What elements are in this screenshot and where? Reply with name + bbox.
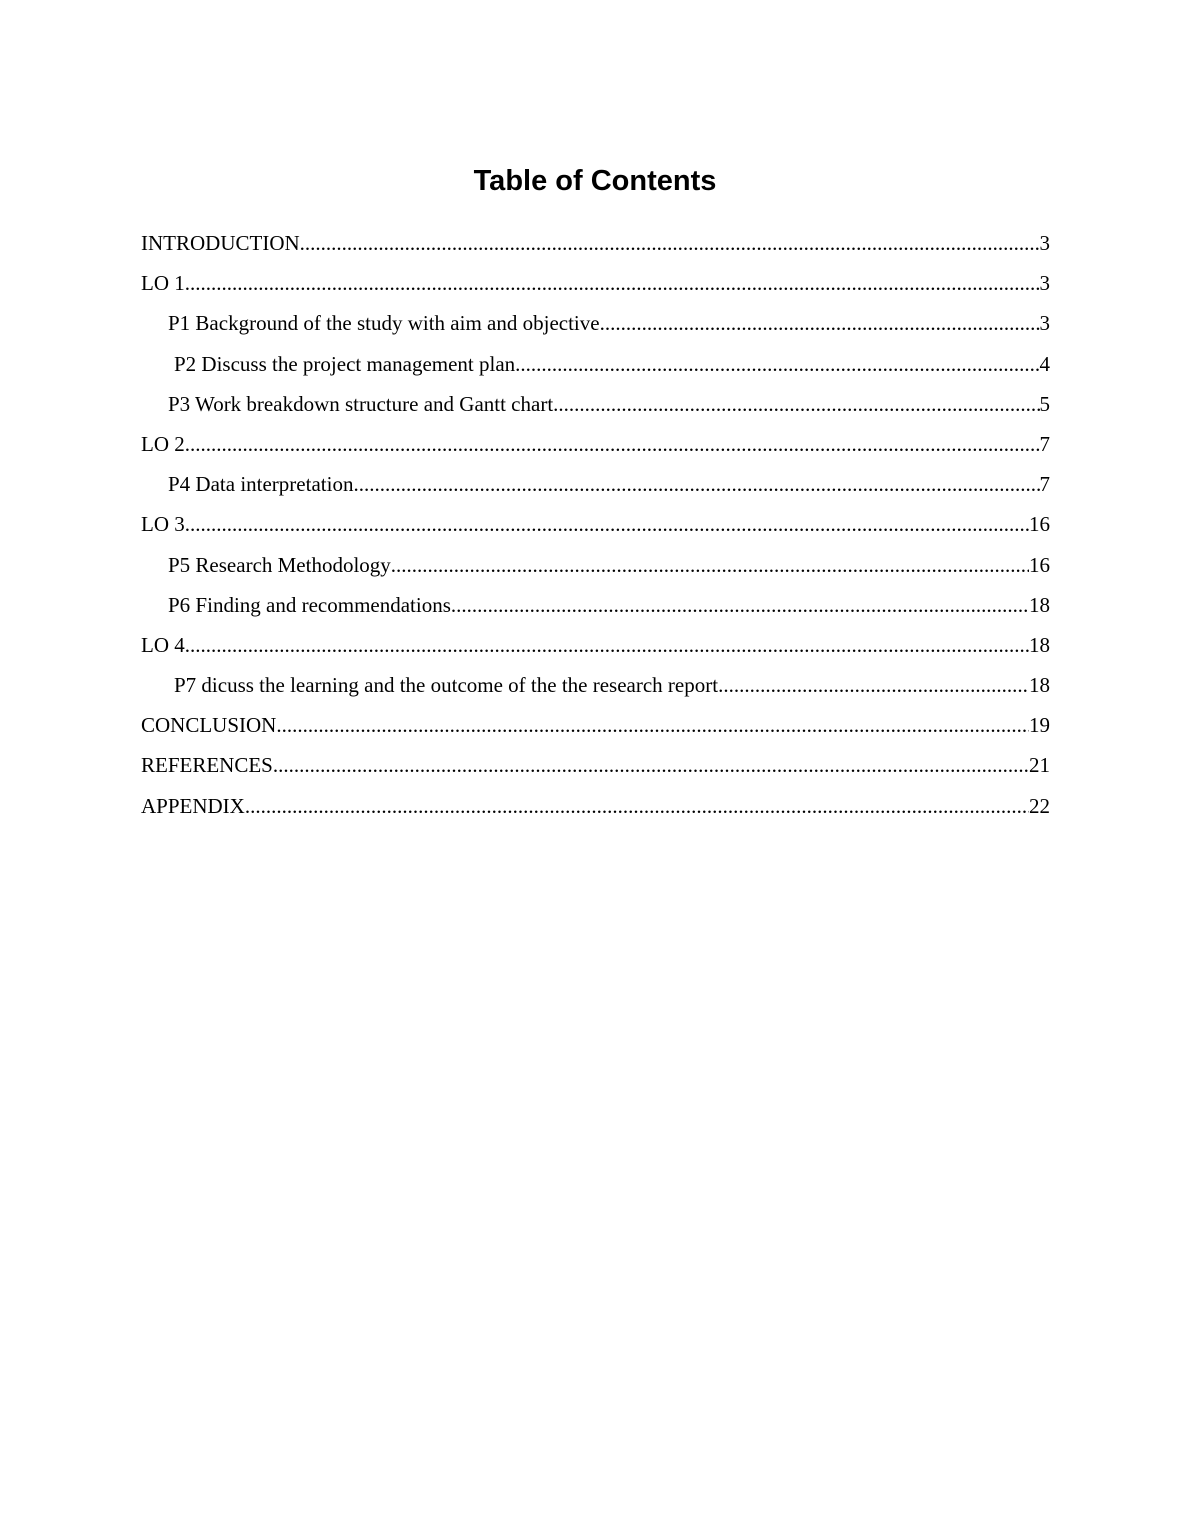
toc-entry-label: INTRODUCTION xyxy=(141,231,300,255)
table-of-contents xyxy=(141,227,1050,830)
toc-entry-page: 7 xyxy=(1039,472,1050,497)
toc-entry-page: 16 xyxy=(1029,512,1050,537)
dot-leader xyxy=(451,589,1029,621)
toc-entry-p1[interactable] xyxy=(141,307,1050,347)
toc-entry-page: 19 xyxy=(1029,713,1050,738)
toc-entry-p3[interactable] xyxy=(141,388,1050,428)
toc-title: Table of Contents xyxy=(473,165,717,197)
dot-leader xyxy=(718,669,1029,701)
toc-entry-label: LO 1 xyxy=(141,271,185,296)
dot-leader xyxy=(300,227,1040,259)
toc-entry-lo4[interactable] xyxy=(141,629,1050,669)
dot-leader xyxy=(353,468,1039,500)
toc-entry-p4[interactable] xyxy=(141,468,1050,508)
toc-entry-page: 16 xyxy=(1029,552,1050,577)
dot-leader xyxy=(185,508,1029,540)
toc-entry-lo2[interactable] xyxy=(141,428,1050,468)
toc-entry-p6[interactable] xyxy=(141,589,1050,629)
toc-entry-label: P1 Background of the study with aim and objective xyxy=(168,311,600,336)
toc-entry-page: 5 xyxy=(1039,391,1050,416)
toc-entry-p7[interactable] xyxy=(141,669,1050,709)
toc-entry-label: REFERENCES xyxy=(141,753,273,778)
dot-leader xyxy=(185,267,1040,299)
toc-entry-page: 3 xyxy=(1039,231,1050,255)
dot-leader xyxy=(185,629,1029,661)
toc-entry-page: 18 xyxy=(1029,673,1050,698)
toc-entry-label: P6 Finding and recommendations xyxy=(168,592,451,617)
dot-leader xyxy=(276,709,1029,741)
toc-entry-p5[interactable] xyxy=(141,549,1050,589)
dot-leader xyxy=(185,428,1040,460)
dot-leader xyxy=(600,307,1040,339)
toc-entry-label: CONCLUSION xyxy=(141,713,277,738)
toc-entry-label: APPENDIX xyxy=(141,793,245,818)
dot-leader xyxy=(273,749,1029,781)
toc-entry-introduction[interactable] xyxy=(141,227,1050,267)
toc-entry-label: P5 Research Methodology xyxy=(168,552,391,577)
toc-entry-page: 3 xyxy=(1039,311,1050,336)
toc-entry-label: LO 4 xyxy=(141,632,185,657)
dot-leader xyxy=(245,790,1029,822)
dot-leader xyxy=(553,388,1039,420)
toc-entry-page: 18 xyxy=(1029,632,1050,657)
toc-entry-page: 22 xyxy=(1029,793,1050,818)
toc-entry-lo1[interactable] xyxy=(141,267,1050,307)
toc-entry-label: LO 2 xyxy=(141,431,185,456)
toc-entry-conclusion[interactable] xyxy=(141,709,1050,749)
toc-entry-label: LO 3 xyxy=(141,512,185,537)
dot-leader xyxy=(391,549,1029,581)
toc-entry-appendix[interactable] xyxy=(141,790,1050,830)
toc-entry-lo3[interactable] xyxy=(141,508,1050,548)
toc-entry-p2[interactable] xyxy=(141,348,1050,388)
toc-entry-label: P2 Discuss the project management plan xyxy=(174,351,516,376)
toc-entry-page: 3 xyxy=(1039,271,1050,296)
toc-entry-references[interactable] xyxy=(141,749,1050,789)
toc-entry-page: 7 xyxy=(1039,431,1050,456)
toc-entry-page: 4 xyxy=(1039,351,1050,376)
toc-entry-label: P7 dicuss the learning and the outcome of the the research report xyxy=(174,673,719,698)
dot-leader xyxy=(515,348,1039,380)
toc-entry-page: 21 xyxy=(1029,753,1050,778)
toc-entry-label: P4 Data interpretation xyxy=(168,472,354,497)
toc-entry-page: 18 xyxy=(1029,592,1050,617)
toc-entry-label: P3 Work breakdown structure and Gantt chart xyxy=(168,391,554,416)
